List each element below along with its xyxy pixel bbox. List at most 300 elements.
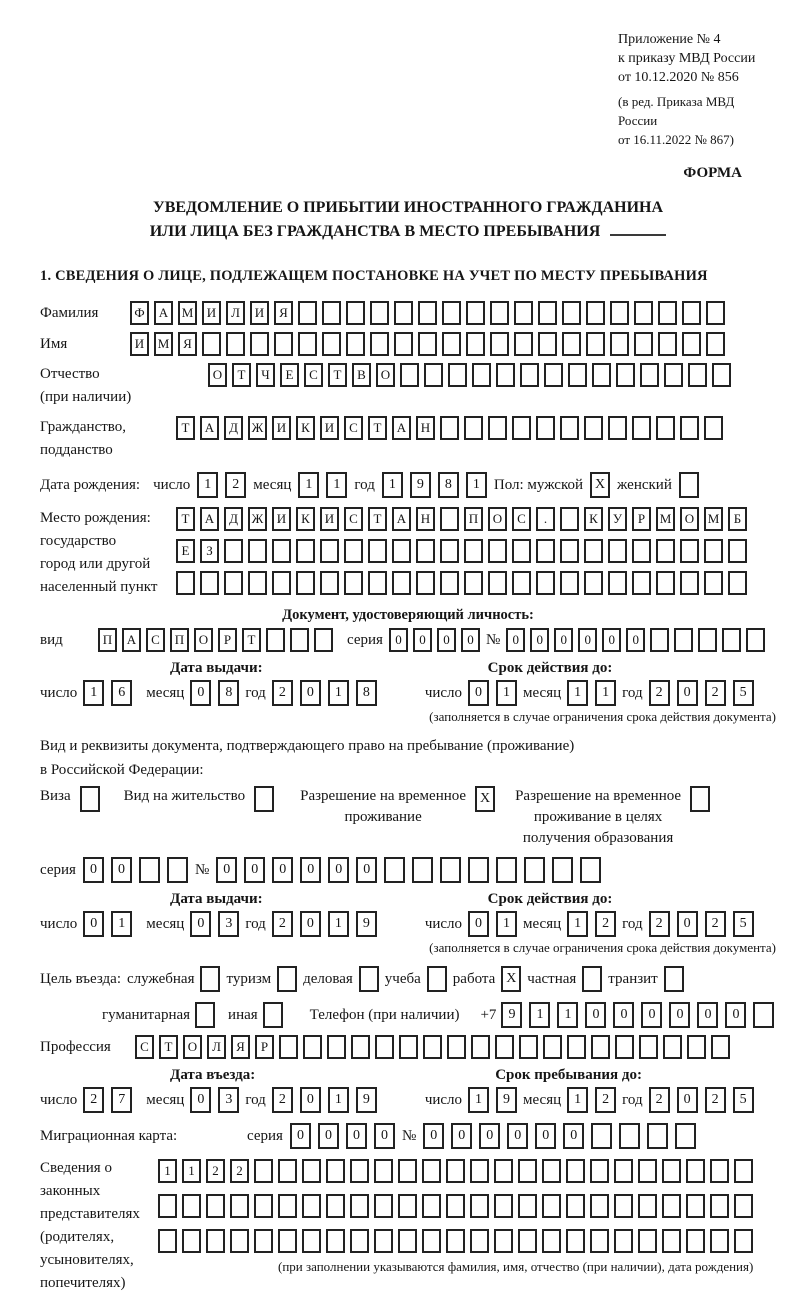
char-box[interactable] bbox=[674, 628, 693, 652]
char-box[interactable] bbox=[375, 1035, 394, 1059]
char-box[interactable] bbox=[560, 539, 579, 563]
char-box[interactable] bbox=[470, 1229, 489, 1253]
char-box[interactable]: 0 bbox=[318, 1123, 339, 1149]
char-box[interactable]: 1 bbox=[197, 472, 218, 498]
char-box[interactable]: А bbox=[392, 416, 411, 440]
char-box[interactable] bbox=[466, 332, 485, 356]
char-box[interactable]: Н bbox=[416, 416, 435, 440]
char-box[interactable]: 0 bbox=[216, 857, 237, 883]
char-box[interactable]: П bbox=[98, 628, 117, 652]
char-box[interactable] bbox=[560, 507, 579, 531]
char-box[interactable] bbox=[182, 1194, 201, 1218]
char-box[interactable] bbox=[706, 301, 725, 325]
char-box[interactable] bbox=[446, 1194, 465, 1218]
char-box[interactable] bbox=[638, 1229, 657, 1253]
char-box[interactable]: 9 bbox=[410, 472, 431, 498]
char-box[interactable]: С bbox=[304, 363, 323, 387]
purpose-work-checkbox[interactable]: X bbox=[501, 966, 521, 992]
char-box[interactable]: 0 bbox=[356, 857, 377, 883]
char-box[interactable] bbox=[680, 571, 699, 595]
char-box[interactable] bbox=[158, 1229, 177, 1253]
char-box[interactable] bbox=[734, 1194, 753, 1218]
char-box[interactable] bbox=[416, 539, 435, 563]
char-box[interactable] bbox=[608, 571, 627, 595]
char-box[interactable] bbox=[290, 628, 309, 652]
char-box[interactable] bbox=[591, 1035, 610, 1059]
char-box[interactable] bbox=[350, 1194, 369, 1218]
char-box[interactable]: Е bbox=[176, 539, 195, 563]
char-box[interactable] bbox=[302, 1194, 321, 1218]
char-box[interactable]: З bbox=[200, 539, 219, 563]
char-box[interactable] bbox=[374, 1194, 393, 1218]
char-box[interactable]: 0 bbox=[190, 1087, 211, 1113]
char-box[interactable] bbox=[351, 1035, 370, 1059]
char-box[interactable]: Р bbox=[255, 1035, 274, 1059]
char-box[interactable]: 0 bbox=[451, 1123, 472, 1149]
char-box[interactable]: 3 bbox=[218, 1087, 239, 1113]
char-box[interactable]: 0 bbox=[677, 680, 698, 706]
char-box[interactable]: Е bbox=[280, 363, 299, 387]
char-box[interactable] bbox=[704, 539, 723, 563]
char-box[interactable] bbox=[664, 363, 683, 387]
char-box[interactable] bbox=[496, 857, 517, 883]
char-box[interactable]: 1 bbox=[468, 1087, 489, 1113]
char-box[interactable] bbox=[400, 363, 419, 387]
char-box[interactable]: 1 bbox=[111, 911, 132, 937]
char-box[interactable]: 1 bbox=[328, 1087, 349, 1113]
char-box[interactable] bbox=[494, 1194, 513, 1218]
char-box[interactable]: 0 bbox=[697, 1002, 718, 1028]
char-box[interactable]: Т bbox=[159, 1035, 178, 1059]
char-box[interactable] bbox=[580, 857, 601, 883]
char-box[interactable]: 1 bbox=[567, 1087, 588, 1113]
char-box[interactable]: И bbox=[320, 507, 339, 531]
char-box[interactable]: 0 bbox=[300, 1087, 321, 1113]
char-box[interactable] bbox=[638, 1194, 657, 1218]
char-box[interactable]: 0 bbox=[328, 857, 349, 883]
char-box[interactable]: 0 bbox=[300, 911, 321, 937]
char-box[interactable]: П bbox=[464, 507, 483, 531]
char-box[interactable] bbox=[254, 1229, 273, 1253]
char-box[interactable] bbox=[303, 1035, 322, 1059]
char-box[interactable]: О bbox=[376, 363, 395, 387]
char-box[interactable] bbox=[412, 857, 433, 883]
char-box[interactable] bbox=[584, 416, 603, 440]
char-box[interactable]: 2 bbox=[705, 680, 726, 706]
char-box[interactable]: 0 bbox=[563, 1123, 584, 1149]
char-box[interactable] bbox=[640, 363, 659, 387]
char-box[interactable] bbox=[590, 1229, 609, 1253]
char-box[interactable] bbox=[710, 1229, 729, 1253]
char-box[interactable]: 2 bbox=[272, 1087, 293, 1113]
char-box[interactable] bbox=[542, 1194, 561, 1218]
char-box[interactable]: 0 bbox=[389, 628, 408, 652]
char-box[interactable] bbox=[447, 1035, 466, 1059]
char-box[interactable]: 2 bbox=[705, 1087, 726, 1113]
char-box[interactable] bbox=[488, 539, 507, 563]
char-box[interactable] bbox=[298, 301, 317, 325]
char-box[interactable] bbox=[711, 1035, 730, 1059]
char-box[interactable]: 0 bbox=[290, 1123, 311, 1149]
char-box[interactable] bbox=[662, 1229, 681, 1253]
char-box[interactable]: Ф bbox=[130, 301, 149, 325]
char-box[interactable]: 0 bbox=[506, 628, 525, 652]
char-box[interactable] bbox=[616, 363, 635, 387]
char-box[interactable]: В bbox=[352, 363, 371, 387]
char-box[interactable] bbox=[368, 571, 387, 595]
char-box[interactable]: Ж bbox=[248, 416, 267, 440]
char-box[interactable]: О bbox=[208, 363, 227, 387]
char-box[interactable] bbox=[440, 539, 459, 563]
char-box[interactable] bbox=[314, 628, 333, 652]
char-box[interactable]: С bbox=[512, 507, 531, 531]
char-box[interactable] bbox=[614, 1194, 633, 1218]
char-box[interactable]: 0 bbox=[507, 1123, 528, 1149]
char-box[interactable]: 1 bbox=[557, 1002, 578, 1028]
char-box[interactable]: Н bbox=[416, 507, 435, 531]
char-box[interactable]: 1 bbox=[496, 911, 517, 937]
char-box[interactable] bbox=[536, 416, 555, 440]
char-box[interactable]: Т bbox=[368, 416, 387, 440]
char-box[interactable]: Т bbox=[176, 416, 195, 440]
char-box[interactable]: 2 bbox=[595, 1087, 616, 1113]
char-box[interactable]: 0 bbox=[530, 628, 549, 652]
char-box[interactable] bbox=[226, 332, 245, 356]
purpose-other-checkbox[interactable] bbox=[263, 1002, 283, 1028]
char-box[interactable]: Т bbox=[176, 507, 195, 531]
char-box[interactable] bbox=[675, 1123, 696, 1149]
char-box[interactable]: 1 bbox=[298, 472, 319, 498]
char-box[interactable] bbox=[422, 1194, 441, 1218]
char-box[interactable] bbox=[560, 571, 579, 595]
char-box[interactable] bbox=[392, 539, 411, 563]
char-box[interactable] bbox=[560, 416, 579, 440]
char-box[interactable] bbox=[682, 301, 701, 325]
char-box[interactable]: 1 bbox=[382, 472, 403, 498]
char-box[interactable] bbox=[562, 332, 581, 356]
char-box[interactable] bbox=[712, 363, 731, 387]
char-box[interactable]: И bbox=[202, 301, 221, 325]
char-box[interactable] bbox=[254, 1194, 273, 1218]
char-box[interactable] bbox=[424, 363, 443, 387]
char-box[interactable]: 1 bbox=[182, 1159, 201, 1183]
char-box[interactable]: 1 bbox=[496, 680, 517, 706]
char-box[interactable] bbox=[632, 539, 651, 563]
purpose-study-checkbox[interactable] bbox=[427, 966, 447, 992]
char-box[interactable] bbox=[552, 857, 573, 883]
char-box[interactable]: 0 bbox=[468, 680, 489, 706]
char-box[interactable]: 0 bbox=[83, 911, 104, 937]
char-box[interactable]: 0 bbox=[346, 1123, 367, 1149]
char-box[interactable]: 0 bbox=[461, 628, 480, 652]
char-box[interactable] bbox=[562, 301, 581, 325]
char-box[interactable]: 0 bbox=[578, 628, 597, 652]
char-box[interactable] bbox=[464, 416, 483, 440]
char-box[interactable] bbox=[399, 1035, 418, 1059]
char-box[interactable]: О bbox=[680, 507, 699, 531]
char-box[interactable]: С bbox=[146, 628, 165, 652]
char-box[interactable] bbox=[619, 1123, 640, 1149]
char-box[interactable] bbox=[686, 1229, 705, 1253]
char-box[interactable] bbox=[753, 1002, 774, 1028]
char-box[interactable]: А bbox=[392, 507, 411, 531]
char-box[interactable] bbox=[398, 1194, 417, 1218]
char-box[interactable] bbox=[230, 1194, 249, 1218]
char-box[interactable] bbox=[566, 1194, 585, 1218]
char-box[interactable]: 0 bbox=[111, 857, 132, 883]
char-box[interactable] bbox=[320, 539, 339, 563]
char-box[interactable]: 8 bbox=[356, 680, 377, 706]
char-box[interactable] bbox=[590, 1194, 609, 1218]
char-box[interactable]: И bbox=[320, 416, 339, 440]
char-box[interactable]: 0 bbox=[602, 628, 621, 652]
char-box[interactable] bbox=[350, 1229, 369, 1253]
char-box[interactable] bbox=[614, 1229, 633, 1253]
char-box[interactable]: 0 bbox=[535, 1123, 556, 1149]
char-box[interactable]: 8 bbox=[438, 472, 459, 498]
char-box[interactable] bbox=[591, 1123, 612, 1149]
char-box[interactable] bbox=[586, 301, 605, 325]
purpose-official-checkbox[interactable] bbox=[200, 966, 220, 992]
char-box[interactable] bbox=[490, 301, 509, 325]
char-box[interactable] bbox=[728, 539, 747, 563]
char-box[interactable] bbox=[586, 332, 605, 356]
char-box[interactable] bbox=[224, 539, 243, 563]
char-box[interactable] bbox=[384, 857, 405, 883]
char-box[interactable]: 9 bbox=[496, 1087, 517, 1113]
char-box[interactable] bbox=[466, 301, 485, 325]
char-box[interactable] bbox=[746, 628, 765, 652]
char-box[interactable] bbox=[206, 1194, 225, 1218]
char-box[interactable] bbox=[512, 571, 531, 595]
char-box[interactable]: 3 bbox=[218, 911, 239, 937]
char-box[interactable] bbox=[568, 363, 587, 387]
char-box[interactable]: М bbox=[704, 507, 723, 531]
char-box[interactable]: И bbox=[272, 416, 291, 440]
char-box[interactable] bbox=[662, 1194, 681, 1218]
purpose-transit-checkbox[interactable] bbox=[664, 966, 684, 992]
char-box[interactable]: 5 bbox=[733, 911, 754, 937]
char-box[interactable] bbox=[344, 571, 363, 595]
char-box[interactable] bbox=[688, 363, 707, 387]
char-box[interactable] bbox=[442, 301, 461, 325]
char-box[interactable] bbox=[536, 539, 555, 563]
char-box[interactable] bbox=[326, 1194, 345, 1218]
char-box[interactable] bbox=[680, 416, 699, 440]
char-box[interactable] bbox=[728, 571, 747, 595]
char-box[interactable]: С bbox=[344, 507, 363, 531]
char-box[interactable] bbox=[266, 628, 285, 652]
purpose-business-checkbox[interactable] bbox=[359, 966, 379, 992]
char-box[interactable]: 0 bbox=[479, 1123, 500, 1149]
char-box[interactable]: 0 bbox=[190, 680, 211, 706]
char-box[interactable] bbox=[206, 1229, 225, 1253]
char-box[interactable]: 2 bbox=[206, 1159, 225, 1183]
temp-residence-checkbox[interactable]: X bbox=[475, 786, 495, 812]
char-box[interactable]: О bbox=[194, 628, 213, 652]
char-box[interactable] bbox=[346, 332, 365, 356]
char-box[interactable] bbox=[374, 1229, 393, 1253]
char-box[interactable] bbox=[200, 571, 219, 595]
char-box[interactable]: 6 bbox=[111, 680, 132, 706]
char-box[interactable]: 0 bbox=[83, 857, 104, 883]
char-box[interactable]: Р bbox=[632, 507, 651, 531]
char-box[interactable] bbox=[278, 1229, 297, 1253]
char-box[interactable]: М bbox=[656, 507, 675, 531]
visa-checkbox[interactable] bbox=[80, 786, 100, 812]
char-box[interactable]: 0 bbox=[374, 1123, 395, 1149]
char-box[interactable] bbox=[634, 301, 653, 325]
char-box[interactable] bbox=[518, 1229, 537, 1253]
char-box[interactable]: Р bbox=[218, 628, 237, 652]
char-box[interactable] bbox=[608, 416, 627, 440]
char-box[interactable] bbox=[615, 1035, 634, 1059]
char-box[interactable]: 1 bbox=[567, 911, 588, 937]
char-box[interactable]: 2 bbox=[649, 911, 670, 937]
char-box[interactable]: 9 bbox=[501, 1002, 522, 1028]
char-box[interactable] bbox=[250, 332, 269, 356]
char-box[interactable]: Я bbox=[274, 301, 293, 325]
char-box[interactable]: 1 bbox=[466, 472, 487, 498]
char-box[interactable] bbox=[440, 416, 459, 440]
char-box[interactable] bbox=[584, 539, 603, 563]
char-box[interactable] bbox=[512, 539, 531, 563]
char-box[interactable] bbox=[710, 1194, 729, 1218]
char-box[interactable]: 2 bbox=[272, 680, 293, 706]
char-box[interactable] bbox=[302, 1229, 321, 1253]
char-box[interactable]: Л bbox=[226, 301, 245, 325]
char-box[interactable] bbox=[488, 571, 507, 595]
char-box[interactable] bbox=[610, 332, 629, 356]
char-box[interactable] bbox=[658, 301, 677, 325]
char-box[interactable] bbox=[272, 571, 291, 595]
char-box[interactable] bbox=[584, 571, 603, 595]
char-box[interactable]: 1 bbox=[595, 680, 616, 706]
char-box[interactable]: О bbox=[183, 1035, 202, 1059]
char-box[interactable] bbox=[422, 1229, 441, 1253]
char-box[interactable]: 0 bbox=[300, 857, 321, 883]
char-box[interactable] bbox=[320, 571, 339, 595]
char-box[interactable] bbox=[423, 1035, 442, 1059]
char-box[interactable]: М bbox=[154, 332, 173, 356]
char-box[interactable]: Ж bbox=[248, 507, 267, 531]
char-box[interactable] bbox=[610, 301, 629, 325]
char-box[interactable]: . bbox=[536, 507, 555, 531]
char-box[interactable] bbox=[722, 628, 741, 652]
char-box[interactable] bbox=[536, 571, 555, 595]
char-box[interactable] bbox=[520, 363, 539, 387]
char-box[interactable]: 0 bbox=[244, 857, 265, 883]
purpose-tourism-checkbox[interactable] bbox=[277, 966, 297, 992]
char-box[interactable] bbox=[687, 1035, 706, 1059]
char-box[interactable] bbox=[647, 1123, 668, 1149]
char-box[interactable]: 7 bbox=[111, 1087, 132, 1113]
char-box[interactable]: К bbox=[296, 416, 315, 440]
char-box[interactable] bbox=[566, 1229, 585, 1253]
char-box[interactable] bbox=[663, 1035, 682, 1059]
char-box[interactable]: 5 bbox=[733, 1087, 754, 1113]
char-box[interactable] bbox=[706, 332, 725, 356]
char-box[interactable] bbox=[656, 416, 675, 440]
sex-female-checkbox[interactable] bbox=[679, 472, 699, 498]
char-box[interactable]: 0 bbox=[468, 911, 489, 937]
char-box[interactable] bbox=[394, 332, 413, 356]
char-box[interactable]: 2 bbox=[595, 911, 616, 937]
char-box[interactable] bbox=[608, 539, 627, 563]
char-box[interactable] bbox=[632, 416, 651, 440]
char-box[interactable] bbox=[274, 332, 293, 356]
char-box[interactable]: 0 bbox=[423, 1123, 444, 1149]
char-box[interactable] bbox=[248, 571, 267, 595]
char-box[interactable] bbox=[468, 857, 489, 883]
char-box[interactable] bbox=[394, 301, 413, 325]
char-box[interactable] bbox=[440, 507, 459, 531]
char-box[interactable] bbox=[322, 301, 341, 325]
char-box[interactable]: С bbox=[344, 416, 363, 440]
char-box[interactable] bbox=[524, 857, 545, 883]
char-box[interactable] bbox=[416, 571, 435, 595]
char-box[interactable] bbox=[512, 416, 531, 440]
char-box[interactable] bbox=[639, 1035, 658, 1059]
char-box[interactable] bbox=[632, 571, 651, 595]
char-box[interactable]: 0 bbox=[613, 1002, 634, 1028]
char-box[interactable] bbox=[322, 332, 341, 356]
char-box[interactable] bbox=[176, 571, 195, 595]
char-box[interactable]: Ч bbox=[256, 363, 275, 387]
char-box[interactable] bbox=[471, 1035, 490, 1059]
char-box[interactable] bbox=[370, 332, 389, 356]
char-box[interactable] bbox=[634, 332, 653, 356]
char-box[interactable] bbox=[704, 416, 723, 440]
char-box[interactable] bbox=[442, 332, 461, 356]
char-box[interactable] bbox=[734, 1229, 753, 1253]
char-box[interactable] bbox=[656, 571, 675, 595]
char-box[interactable]: И bbox=[130, 332, 149, 356]
char-box[interactable] bbox=[464, 539, 483, 563]
char-box[interactable] bbox=[686, 1194, 705, 1218]
char-box[interactable] bbox=[519, 1035, 538, 1059]
char-box[interactable]: 2 bbox=[649, 680, 670, 706]
char-box[interactable] bbox=[544, 363, 563, 387]
char-box[interactable]: 0 bbox=[300, 680, 321, 706]
char-box[interactable]: А bbox=[154, 301, 173, 325]
char-box[interactable] bbox=[542, 1229, 561, 1253]
char-box[interactable] bbox=[538, 301, 557, 325]
purpose-private-checkbox[interactable] bbox=[582, 966, 602, 992]
char-box[interactable]: 0 bbox=[641, 1002, 662, 1028]
char-box[interactable]: Т bbox=[328, 363, 347, 387]
char-box[interactable]: 8 bbox=[218, 680, 239, 706]
char-box[interactable]: К bbox=[296, 507, 315, 531]
char-box[interactable] bbox=[495, 1035, 514, 1059]
char-box[interactable] bbox=[344, 539, 363, 563]
char-box[interactable]: У bbox=[608, 507, 627, 531]
char-box[interactable] bbox=[682, 332, 701, 356]
char-box[interactable] bbox=[440, 857, 461, 883]
char-box[interactable]: 1 bbox=[326, 472, 347, 498]
char-box[interactable] bbox=[167, 857, 188, 883]
char-box[interactable]: Я bbox=[178, 332, 197, 356]
char-box[interactable] bbox=[182, 1229, 201, 1253]
char-box[interactable] bbox=[518, 1194, 537, 1218]
char-box[interactable] bbox=[230, 1229, 249, 1253]
char-box[interactable]: М bbox=[178, 301, 197, 325]
char-box[interactable]: 0 bbox=[677, 1087, 698, 1113]
char-box[interactable]: Л bbox=[207, 1035, 226, 1059]
char-box[interactable] bbox=[538, 332, 557, 356]
char-box[interactable] bbox=[248, 539, 267, 563]
char-box[interactable]: 2 bbox=[272, 911, 293, 937]
